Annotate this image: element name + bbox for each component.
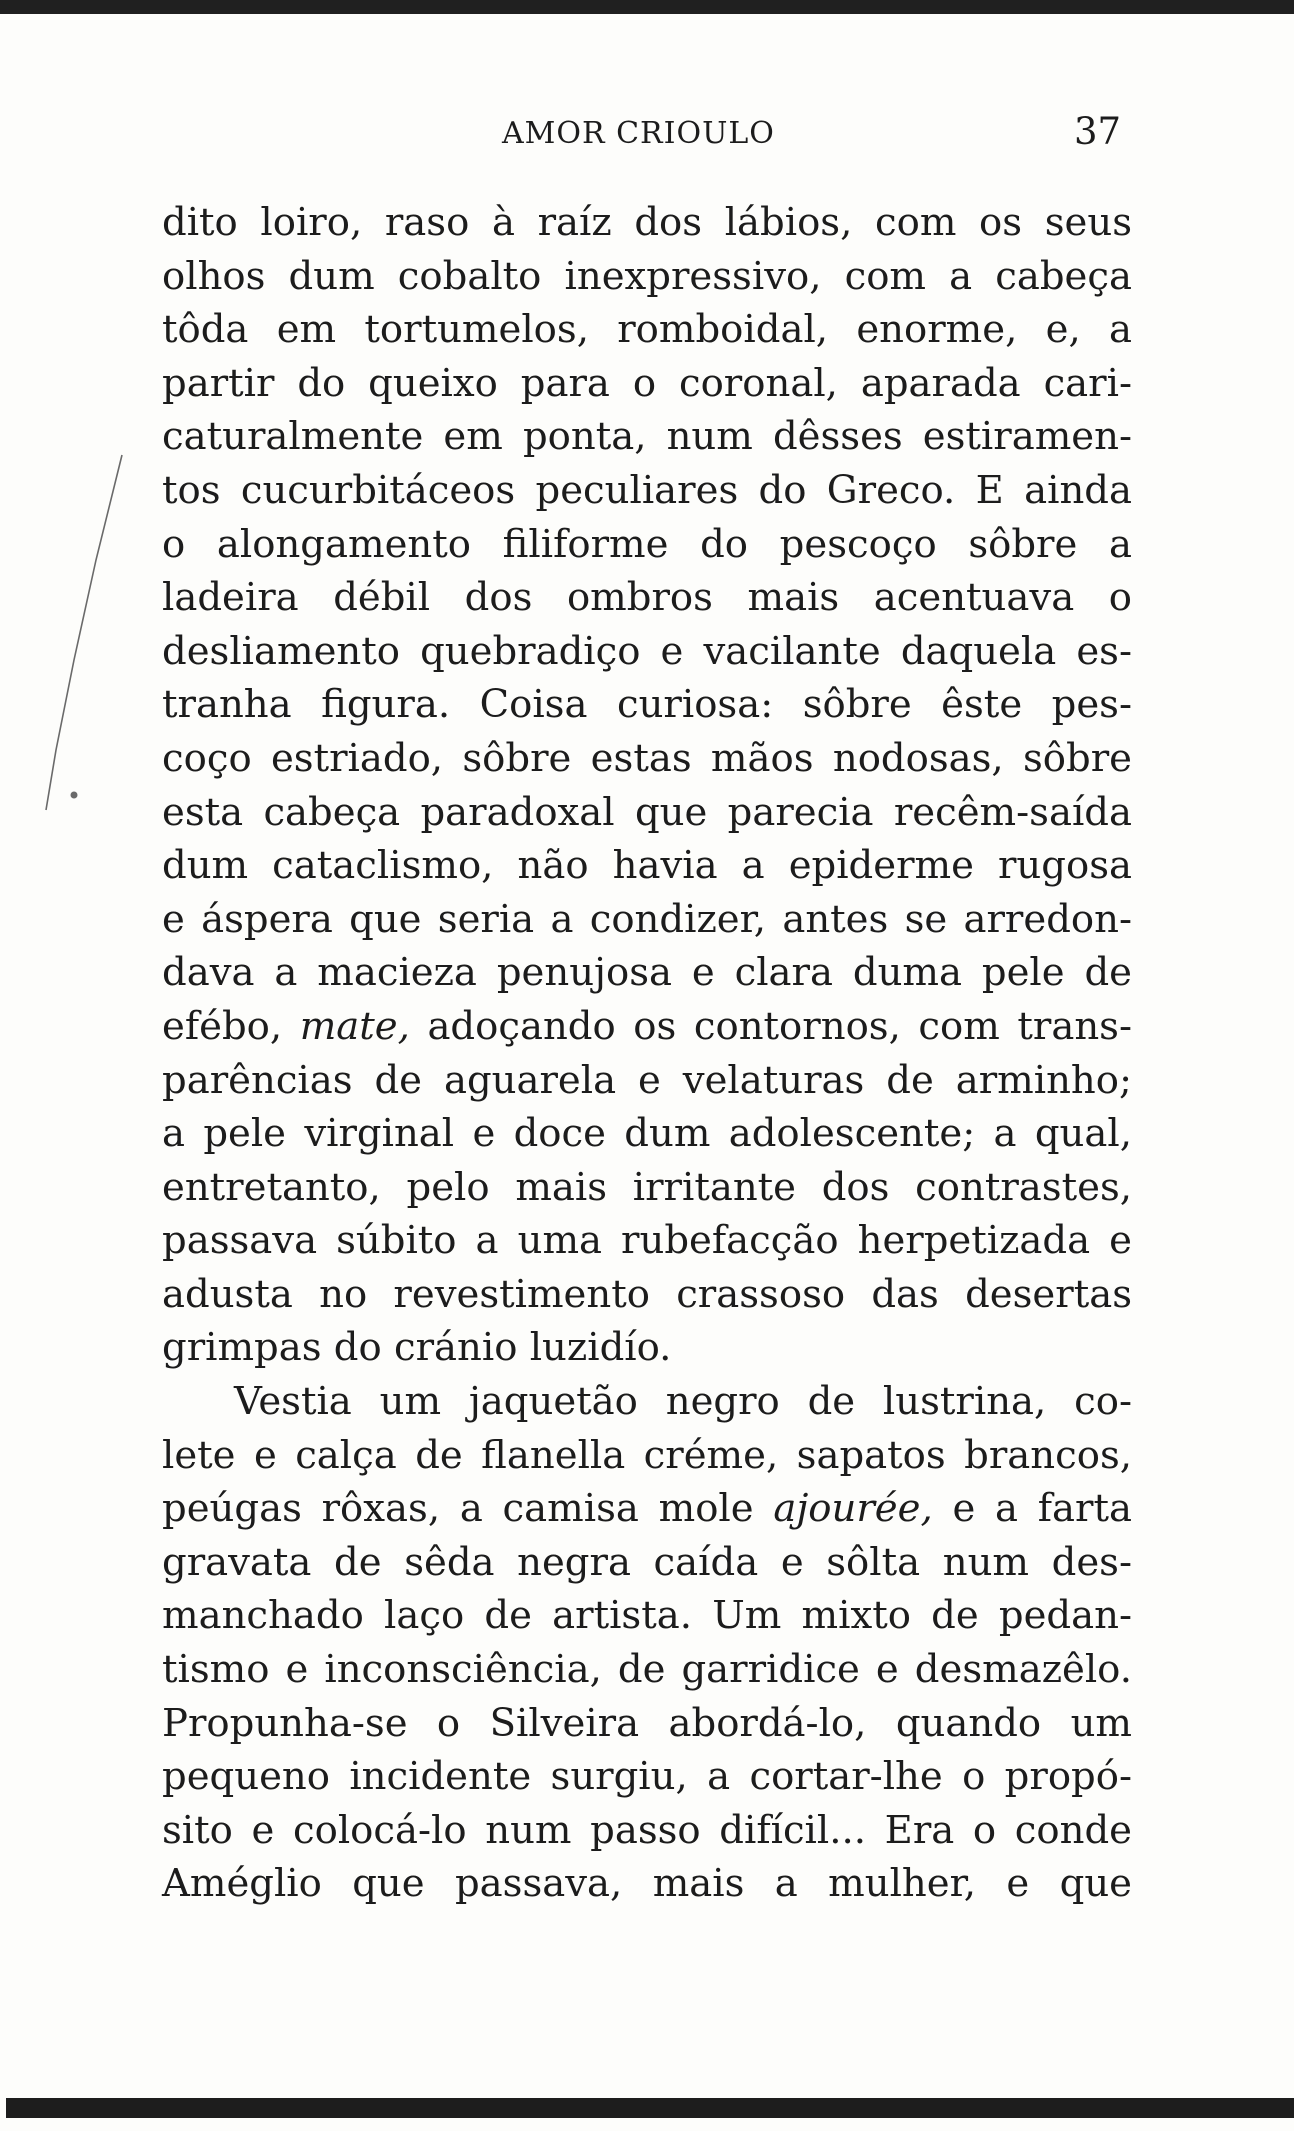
page-number: 37	[1074, 110, 1122, 153]
running-title: AMOR CRIOULO	[502, 116, 775, 151]
text-line: Améglio que passava, mais a mulher, e que	[162, 1861, 1132, 1907]
text-line: ladeira débil dos ombros mais acentuava o	[162, 575, 1132, 621]
text-line: sito e colocá-lo num passo difícil... Era o conde	[162, 1807, 1132, 1853]
bottom-edge-rule	[6, 2098, 1294, 2118]
text-line: Vestia um jaquetão negro de lustrina, co-	[234, 1379, 1132, 1425]
text-line: Propunha-se o Silveira abordá-lo, quando um	[162, 1700, 1132, 1746]
text-line: tôda em tortumelos, romboidal, enorme, e, a	[162, 307, 1132, 353]
text-line: adusta no revestimento crassoso das desertas	[162, 1271, 1132, 1317]
text-line: grimpas do cránio luzidío.	[162, 1325, 672, 1371]
paragraph-2	[162, 1375, 1132, 1911]
text-line: desliamento quebradiço e vacilante daquela es-	[162, 628, 1132, 674]
text-line-with-italic	[162, 1482, 1132, 1536]
text-line: esta cabeça paradoxal que parecia recêm-saída	[162, 789, 1132, 835]
text-line: dum cataclismo, não havia a epiderme rugosa	[162, 843, 1132, 889]
text-line: o alongamento filiforme do pescoço sôbre a	[162, 521, 1132, 567]
text-line: e áspera que seria a condizer, antes se arredon-	[162, 896, 1132, 942]
top-edge-rule	[0, 0, 1294, 14]
text-line: tismo e inconsciência, de garridice e desmazêlo.	[162, 1647, 1132, 1693]
text-line: tos cucurbitáceos peculiares do Greco. E ainda	[162, 467, 1132, 513]
text-line: a pele virginal e doce dum adolescente; a qual,	[162, 1111, 1132, 1157]
text-line: dito loiro, raso à raíz dos lábios, com os seus	[162, 200, 1132, 245]
text-line: dava a macieza penujosa e clara duma pele de	[162, 950, 1132, 996]
text-line: olhos dum cobalto inexpressivo, com a cabeça	[162, 253, 1132, 299]
running-head	[0, 110, 1294, 160]
body-text	[162, 196, 1132, 1911]
text-line: caturalmente em ponta, num dêsses estiramen-	[162, 414, 1132, 460]
text-line: partir do queixo para o coronal, aparada cari-	[162, 360, 1132, 406]
text-line: pequeno incidente surgiu, a cortar-lhe o propó-	[162, 1754, 1132, 1800]
italic-word: mate,	[299, 1003, 410, 1049]
italic-word: ajourée,	[773, 1486, 933, 1532]
pencil-margin-mark	[0, 0, 140, 830]
text-line: entretanto, pelo mais irritante dos contrastes,	[162, 1164, 1132, 1210]
text-line: lete e calça de flanella créme, sapatos brancos,	[162, 1432, 1132, 1478]
text-line: parências de aguarela e velaturas de arminho;	[162, 1057, 1132, 1103]
line-segment: adoçando os contornos, com trans-	[427, 1003, 1133, 1049]
text-line: passava súbito a uma rubefacção herpetizada e	[162, 1218, 1132, 1264]
paragraph-1	[162, 196, 1132, 1375]
line-segment: e a farta	[952, 1486, 1132, 1532]
text-line-with-italic	[162, 1000, 1132, 1054]
text-line: coço estriado, sôbre estas mãos nodosas, sôbre	[162, 735, 1132, 781]
text-line: gravata de sêda negra caída e sôlta num des-	[162, 1539, 1132, 1585]
line-segment: peúgas rôxas, a camisa mole	[162, 1486, 754, 1532]
text-line: tranha figura. Coisa curiosa: sôbre êste pes-	[162, 682, 1132, 728]
line-segment: efébo,	[162, 1003, 283, 1049]
text-line: manchado laço de artista. Um mixto de pedan-	[162, 1593, 1132, 1639]
